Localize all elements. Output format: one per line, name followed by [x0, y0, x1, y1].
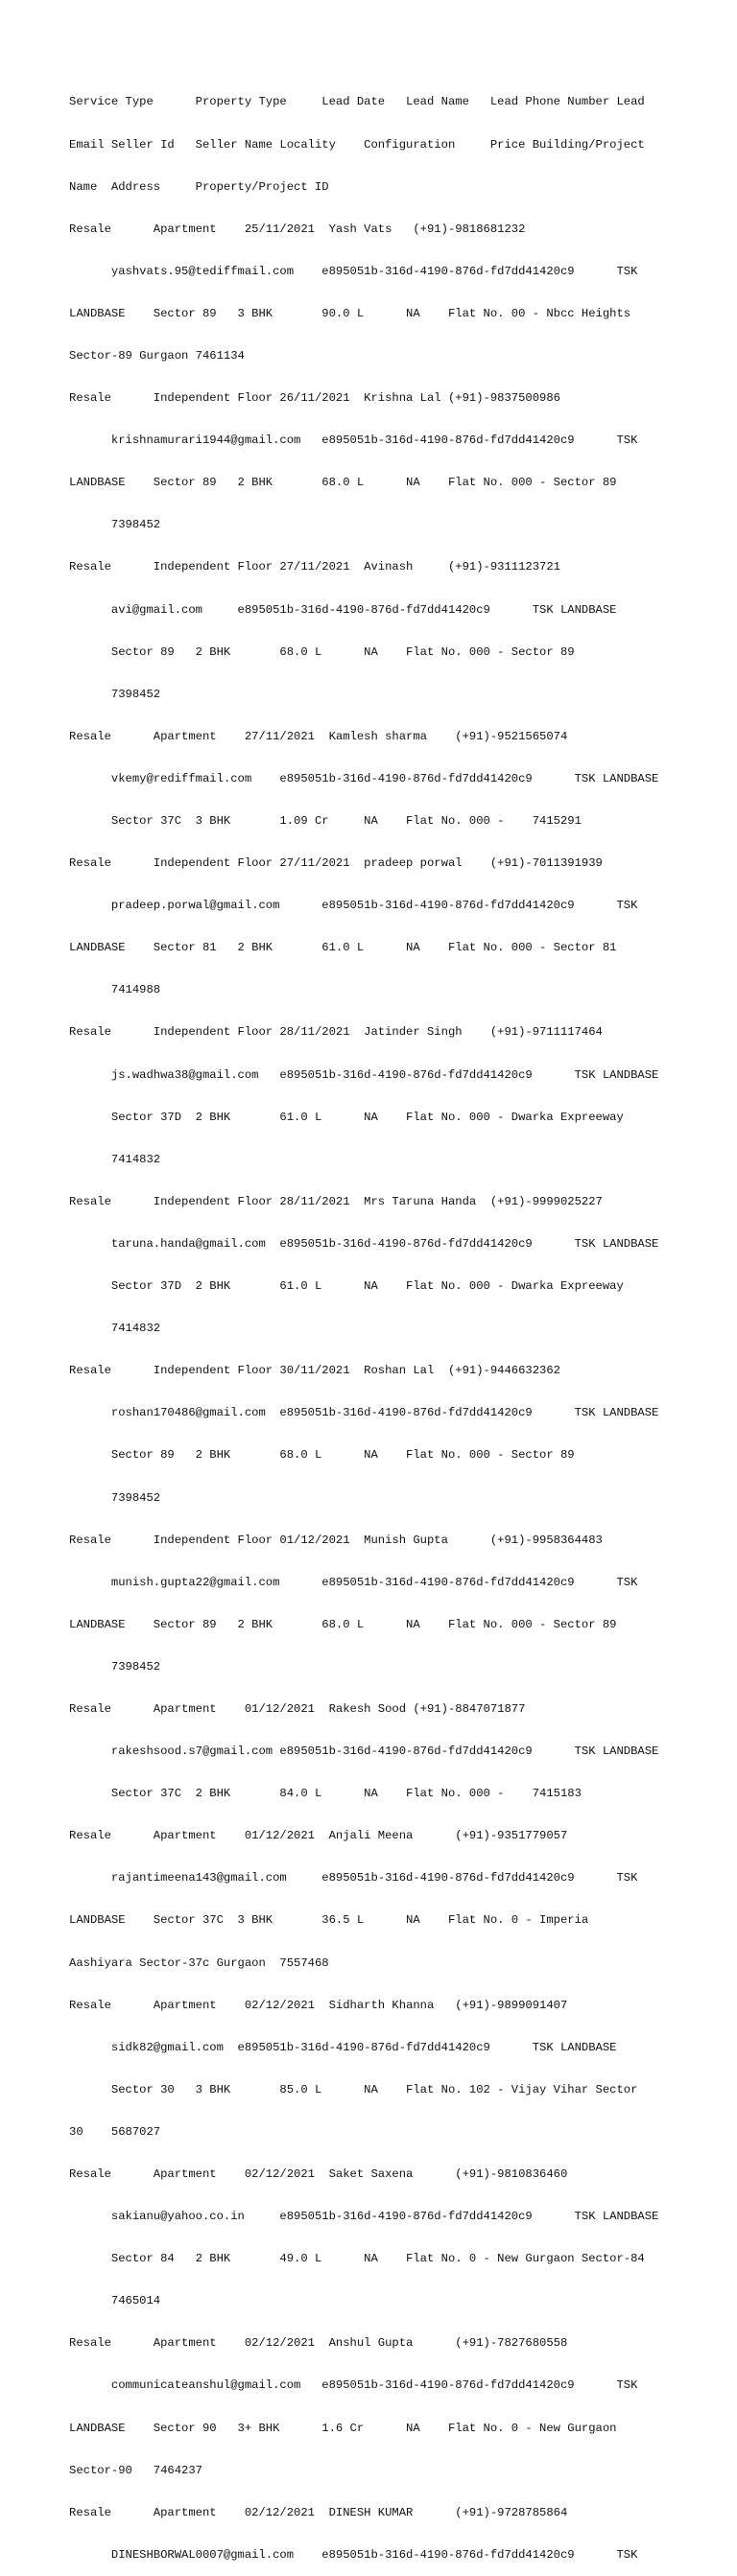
record-line: LANDBASE Sector 89 3 BHK 90.0 L NA Flat No. 00 - Nbcc Heights [69, 306, 631, 320]
record-line: rajantimeena143@gmail.com e895051b-316d-4190-876d-fd7dd41420c9 TSK [69, 1871, 638, 1885]
record-line: Resale Apartment 02/12/2021 Sidharth Khanna (+91)-9899091407 [69, 1998, 568, 2012]
record-line: sidk82@gmail.com e895051b-316d-4190-876d-fd7dd41420c9 TSK LANDBASE [69, 2040, 617, 2054]
record-line: Sector 37D 2 BHK 61.0 L NA Flat No. 000 - Dwarka Expreeway [69, 1110, 624, 1124]
record-line: yashvats.95@tediffmail.com e895051b-316d-4190-876d-fd7dd41420c9 TSK [69, 264, 638, 278]
record-line: js.wadhwa38@gmail.com e895051b-316d-4190-876d-fd7dd41420c9 TSK LANDBASE [69, 1067, 659, 1082]
record-line: Resale Independent Floor 27/11/2021 pradeep porwal (+91)-7011391939 [69, 856, 603, 871]
record-line: 7398452 [69, 1490, 161, 1505]
record-line: Sector-90 7464237 [69, 2463, 202, 2477]
record-line: roshan170486@gmail.com e895051b-316d-4190-876d-fd7dd41420c9 TSK LANDBASE [69, 1406, 659, 1420]
record-line: 7465014 [69, 2294, 161, 2308]
record-line: Sector 37D 2 BHK 61.0 L NA Flat No. 000 - Dwarka Expreeway [69, 1279, 624, 1294]
record-line: Resale Apartment 02/12/2021 DINESH KUMAR (+91)-9728785864 [69, 2505, 568, 2519]
record-line: pradeep.porwal@gmail.com e895051b-316d-4190-876d-fd7dd41420c9 TSK [69, 899, 638, 913]
header-line: Service Type Property Type Lead Date Lead Name Lead Phone Number Lead [69, 95, 645, 109]
record-line: avi@gmail.com e895051b-316d-4190-876d-fd7dd41420c9 TSK LANDBASE [69, 602, 617, 617]
record-line: Resale Apartment 27/11/2021 Kamlesh sharma (+91)-9521565074 [69, 729, 568, 743]
record-line: 7398452 [69, 687, 161, 701]
record-line: LANDBASE Sector 89 2 BHK 68.0 L NA Flat No. 000 - Sector 89 [69, 1617, 617, 1631]
record-line: sakianu@yahoo.co.in e895051b-316d-4190-876d-fd7dd41420c9 TSK LANDBASE [69, 2210, 659, 2224]
header-line: Email Seller Id Seller Name Locality Configuration Price Building/Project [69, 137, 645, 152]
record-line: Resale Apartment 01/12/2021 Rakesh Sood (+91)-8847071877 [69, 1701, 526, 1716]
record-line: LANDBASE Sector 89 2 BHK 68.0 L NA Flat No. 000 - Sector 89 [69, 476, 617, 490]
record-line: 7398452 [69, 1659, 161, 1674]
record-line: LANDBASE Sector 37C 3 BHK 36.5 L NA Flat No. 0 - Imperia [69, 1913, 589, 1928]
record-line: rakeshsood.s7@gmail.com e895051b-316d-4190-876d-fd7dd41420c9 TSK LANDBASE [69, 1745, 659, 1759]
record-line: Sector 37C 2 BHK 84.0 L NA Flat No. 000 - 7415183 [69, 1787, 582, 1801]
record-line: Sector 37C 3 BHK 1.09 Cr NA Flat No. 000 - 7415291 [69, 814, 582, 828]
record-line: LANDBASE Sector 81 2 BHK 61.0 L NA Flat No. 000 - Sector 81 [69, 941, 617, 955]
record-line: 7414988 [69, 983, 161, 997]
record-line: communicateanshul@gmail.com e895051b-316d-4190-876d-fd7dd41420c9 TSK [69, 2378, 638, 2393]
record-line: Resale Independent Floor 26/11/2021 Krishna Lal (+91)-9837500986 [69, 391, 560, 406]
header-line: Name Address Property/Project ID [69, 179, 329, 194]
record-line: Resale Apartment 25/11/2021 Yash Vats (+91)-9818681232 [69, 222, 526, 236]
record-line: Sector 89 2 BHK 68.0 L NA Flat No. 000 - Sector 89 [69, 1448, 575, 1463]
record-line: Aashiyara Sector-37c Gurgaon 7557468 [69, 1955, 329, 1970]
record-line: Resale Independent Floor 27/11/2021 Avinash (+91)-9311123721 [69, 560, 560, 574]
record-line: Resale Apartment 01/12/2021 Anjali Meena (+91)-9351779057 [69, 1829, 568, 1843]
record-line: Resale Apartment 02/12/2021 Anshul Gupta (+91)-7827680558 [69, 2336, 568, 2351]
record-line: 7414832 [69, 1152, 161, 1166]
record-line: Sector-89 Gurgaon 7461134 [69, 348, 245, 363]
record-line: Sector 89 2 BHK 68.0 L NA Flat No. 000 - Sector 89 [69, 644, 575, 659]
document-page [69, 67, 683, 2576]
record-line: 7414832 [69, 1322, 161, 1336]
record-line: 7398452 [69, 518, 161, 532]
record-line: Sector 30 3 BHK 85.0 L NA Flat No. 102 - Vijay Vihar Sector [69, 2082, 638, 2096]
record-line: Resale Independent Floor 01/12/2021 Munish Gupta (+91)-9958364483 [69, 1533, 603, 1547]
record-line: 30 5687027 [69, 2124, 161, 2139]
record-line: Resale Independent Floor 28/11/2021 Mrs Taruna Handa (+91)-9999025227 [69, 1194, 603, 1208]
record-line: LANDBASE Sector 90 3+ BHK 1.6 Cr NA Flat No. 0 - New Gurgaon [69, 2421, 617, 2435]
record-line: krishnamurari1944@gmail.com e895051b-316d-4190-876d-fd7dd41420c9 TSK [69, 433, 638, 448]
record-line: Resale Independent Floor 28/11/2021 Jatinder Singh (+91)-9711117464 [69, 1025, 603, 1040]
record-line: Sector 84 2 BHK 49.0 L NA Flat No. 0 - New Gurgaon Sector-84 [69, 2252, 645, 2266]
record-line: taruna.handa@gmail.com e895051b-316d-4190-876d-fd7dd41420c9 TSK LANDBASE [69, 1236, 659, 1251]
record-line: Resale Independent Floor 30/11/2021 Roshan Lal (+91)-9446632362 [69, 1364, 560, 1378]
record-line: Resale Apartment 02/12/2021 Saket Saxena (+91)-9810836460 [69, 2167, 568, 2181]
record-line: munish.gupta22@gmail.com e895051b-316d-4190-876d-fd7dd41420c9 TSK [69, 1575, 638, 1589]
record-line: vkemy@rediffmail.com e895051b-316d-4190-876d-fd7dd41420c9 TSK LANDBASE [69, 771, 659, 785]
record-line: DINESHBORWAL0007@gmail.com e895051b-316d-4190-876d-fd7dd41420c9 TSK [69, 2547, 638, 2562]
